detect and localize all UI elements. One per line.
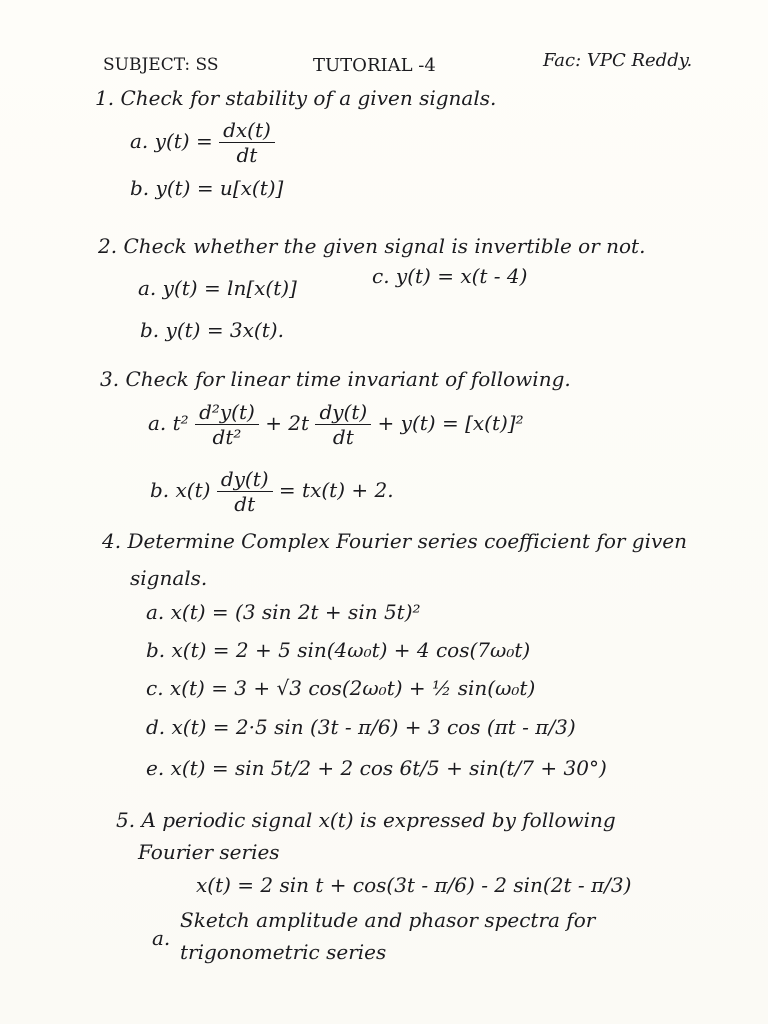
question-2: 2. Check whether the given signal is invertible or not. bbox=[98, 234, 646, 258]
question-5a-label: a. bbox=[152, 926, 171, 950]
question-5-equation: x(t) = 2 sin t + cos(3t - π/6) - 2 sin(2t - π/3) bbox=[196, 873, 632, 897]
question-5a-cont: trigonometric series bbox=[180, 940, 387, 964]
question-2c: c. y(t) = x(t - 4) bbox=[372, 264, 528, 288]
question-4c: c. x(t) = 3 + √3 cos(2ω₀t) + ½ sin(ω₀t) bbox=[146, 676, 536, 700]
fraction: $\frac{dx(t)}{dt}$ bbox=[219, 118, 275, 167]
question-4: 4. Determine Complex Fourier series coefficient for given bbox=[102, 529, 688, 553]
question-3: 3. Check for linear time invariant of following. bbox=[100, 367, 571, 391]
question-2a: a. y(t) = ln[x(t)] bbox=[138, 276, 297, 300]
tutorial-title: TUTORIAL -4 bbox=[313, 55, 436, 76]
question-1: 1. Check for stability of a given signals. bbox=[95, 86, 497, 110]
question-4-cont: signals. bbox=[130, 566, 208, 590]
question-4b: b. x(t) = 2 + 5 sin(4ω₀t) + 4 cos(7ω₀t) bbox=[146, 638, 531, 662]
fraction: $\frac{dy(t)}{dt}$ bbox=[217, 467, 273, 516]
faculty-label: Fac: VPC Reddy. bbox=[543, 50, 693, 71]
question-4a: a. x(t) = (3 sin 2t + sin 5t)² bbox=[146, 600, 421, 624]
question-4d: d. x(t) = 2·5 sin (3t - π/6) + 3 cos (πt - π/3) bbox=[146, 715, 576, 739]
question-1a: a. y(t) = $\frac{dx(t)}{dt}$ bbox=[130, 118, 275, 167]
question-4e: e. x(t) = sin 5t/2 + 2 cos 6t/5 + sin(t/7 + 30°) bbox=[146, 756, 607, 780]
question-3b: b. x(t) $\frac{dy(t)}{dt}$ = tx(t) + 2. bbox=[150, 467, 394, 516]
subject-label: SUBJECT: SS bbox=[103, 55, 219, 75]
fraction: $\frac{dy(t)}{dt}$ bbox=[315, 400, 371, 449]
question-2b: b. y(t) = 3x(t). bbox=[140, 318, 284, 342]
fraction: $\frac{\text{d²y(t)}}{\text{dt²}}$ bbox=[195, 400, 259, 449]
question-5: 5. A periodic signal x(t) is expressed by following bbox=[116, 808, 616, 832]
question-5-cont: Fourier series bbox=[138, 840, 280, 864]
question-3a: a. t² $\frac{\text{d²y(t)}}{\text{dt²}}$ + 2t $\frac{dy(t)}{dt}$ + y(t) = [x(t)]² bbox=[148, 400, 524, 449]
question-1b: b. y(t) = u[x(t)] bbox=[130, 176, 284, 200]
question-5a: Sketch amplitude and phasor spectra for bbox=[180, 908, 596, 932]
